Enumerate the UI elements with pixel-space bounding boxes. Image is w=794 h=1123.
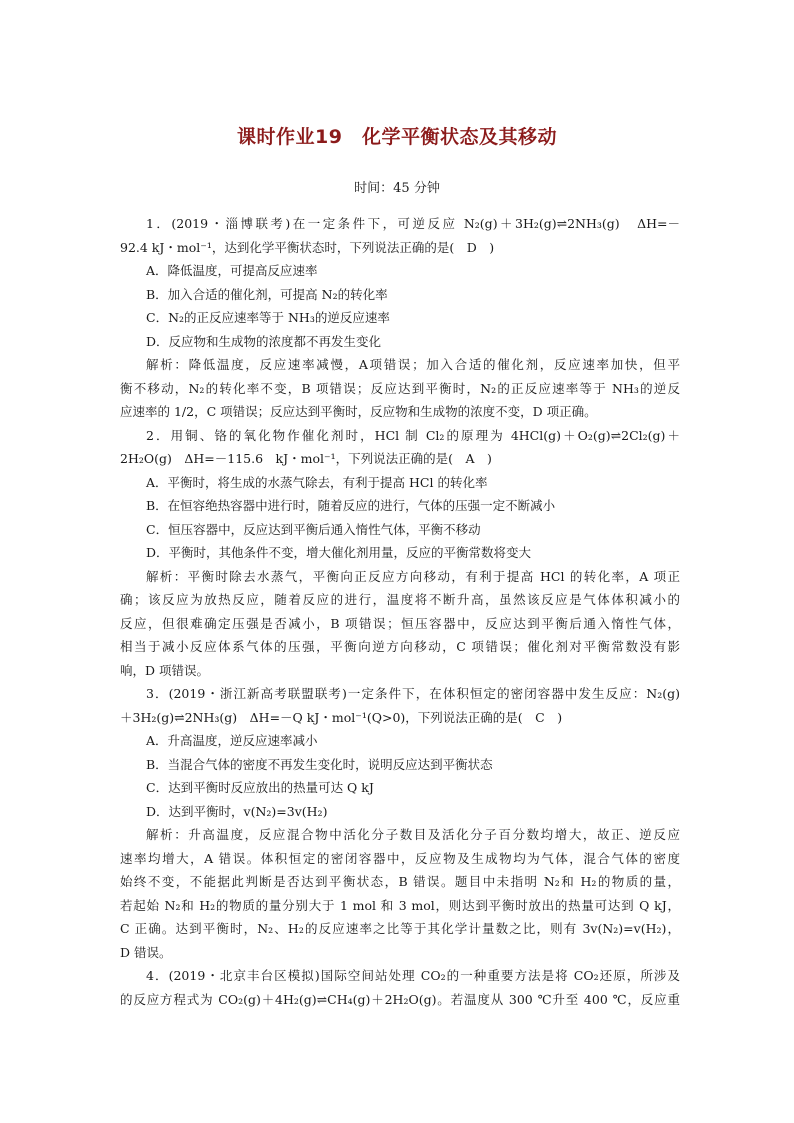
option-d: D．反应物和生成物的浓度都不再发生变化: [146, 333, 382, 349]
option-b: B．当混合气体的密度不再发生变化时，说明反应达到平衡状态: [146, 756, 493, 772]
option-c: C．达到平衡时反应放出的热量可达 Q kJ: [146, 780, 374, 795]
time-limit: 时间：45 分钟: [354, 181, 440, 196]
option-c: C．N₂的正反应速率等于 NH₃的逆反应速率: [146, 310, 390, 325]
analysis-line: 响，D 项错误。: [120, 662, 209, 678]
analysis-line: 衡不移动，N₂的转化率不变，B 项错误；反应达到平衡时，N₂的正反应速率等于 NH₃的逆反: [120, 380, 680, 396]
analysis-line: 确；该反应为放热反应，随着反应的进行，温度将不断升高，虽然该反应是气体体积减小的: [120, 592, 680, 607]
option-c: C．恒压容器中，反应达到平衡后通入惰性气体，平衡不移动: [146, 521, 481, 537]
analysis-line: C 正确。达到平衡时，N₂、H₂的反应速率之比等于其化学计量数之比，则有 3v(N₂)=v(H₂)，: [120, 921, 680, 936]
question-stem-line: 2H₂O(g) ΔH=－115.6 kJ・mol⁻¹，下列说法正确的是( A ): [120, 451, 492, 466]
question-3: [120, 682, 680, 964]
question-stem-line: ＋3H₂(g)⇌2NH₃(g) ΔH=－Q kJ・mol⁻¹(Q>0)，下列说法正确的是( C ): [120, 709, 563, 725]
analysis-line: 应速率的 1/2，C 项错误；反应达到平衡时，反应物和生成物的浓度不变，D 项正确。: [120, 404, 597, 419]
option-d: D．达到平衡时，v(N₂)=3v(H₂): [146, 803, 328, 819]
question-stem-line: 的反应方程式为 CO₂(g)＋4H₂(g)⇌CH₄(g)＋2H₂O(g)。若温度从 300 ℃升至 400 ℃，反应重: [120, 991, 680, 1007]
question-stem-line: 1．(2019・淄博联考)在一定条件下，可逆反应 N₂(g)＋3H₂(g)⇌2NH₃(g) ΔH=－: [146, 216, 680, 231]
option-a: A．平衡时，将生成的水蒸气除去，有利于提高 HCl 的转化率: [146, 474, 488, 490]
analysis-line: 解析：平衡时除去水蒸气，平衡向正反应方向移动，有利于提高 HCl 的转化率，A 项正: [146, 568, 680, 584]
option-a: A．降低温度，可提高反应速率: [146, 263, 318, 278]
question-2: [120, 424, 680, 683]
option-b: B．在恒容绝热容器中进行时，随着反应的进行，气体的压强一定不断减小: [146, 498, 556, 513]
question-stem-line: 2．用铜、铬的氧化物作催化剂时，HCl 制 Cl₂的原理为 4HCl(g)＋O₂(g)⇌2Cl₂(g)＋: [146, 427, 680, 443]
option-d: D．平衡时，其他条件不变，增大催化剂用量，反应的平衡常数将变大: [146, 545, 532, 560]
analysis-line: D 错误。: [120, 944, 172, 960]
question-1: [120, 212, 680, 424]
analysis-line: 相当于减小反应体系气体的压强，平衡向逆方向移动，C 项错误；催化剂对平衡常数没有影: [120, 639, 680, 654]
question-4: [120, 964, 680, 1011]
analysis-line: 始终不变，不能据此判断是否达到平衡状态，B 错误。题目中未指明 N₂和 H₂的物质的量，: [120, 874, 680, 889]
analysis-line: 若起始 N₂和 H₂的物质的量分别大于 1 mol 和 3 mol，则达到平衡时放出的热量可达到 Q kJ，: [120, 897, 680, 913]
analysis-line: 解析：降低温度，反应速率减慢，A项错误；加入合适的催化剂，反应速率加快，但平: [146, 357, 680, 372]
analysis-line: 反应，但很难确定压强是否减小，B 项错误；恒压容器中，反应达到平衡后通入惰性气体，: [120, 615, 680, 631]
question-stem-line: 4．(2019・北京丰台区模拟)国际空间站处理 CO₂的一种重要方法是将 CO₂还原，所涉及: [146, 968, 680, 983]
question-stem-line: 3．(2019・浙江新高考联盟联考)一定条件下，在体积恒定的密闭容器中发生反应：N₂(g): [146, 686, 680, 701]
page-title: 课时作业19 化学平衡状态及其移动: [237, 126, 557, 148]
analysis-line: 速率均增大，A 错误。体积恒定的密闭容器中，反应物及生成物均为气体，混合气体的密度: [120, 850, 680, 866]
option-b: B．加入合适的催化剂，可提高 N₂的转化率: [146, 286, 388, 302]
option-a: A．升高温度，逆反应速率减小: [146, 733, 318, 748]
question-stem-line: 92.4 kJ・mol⁻¹，达到化学平衡状态时，下列说法正确的是( D ): [120, 239, 495, 255]
analysis-line: 解析：升高温度，反应混合物中活化分子数目及活化分子百分数均增大，故正、逆反应: [146, 827, 680, 842]
document-body: [120, 212, 680, 1011]
